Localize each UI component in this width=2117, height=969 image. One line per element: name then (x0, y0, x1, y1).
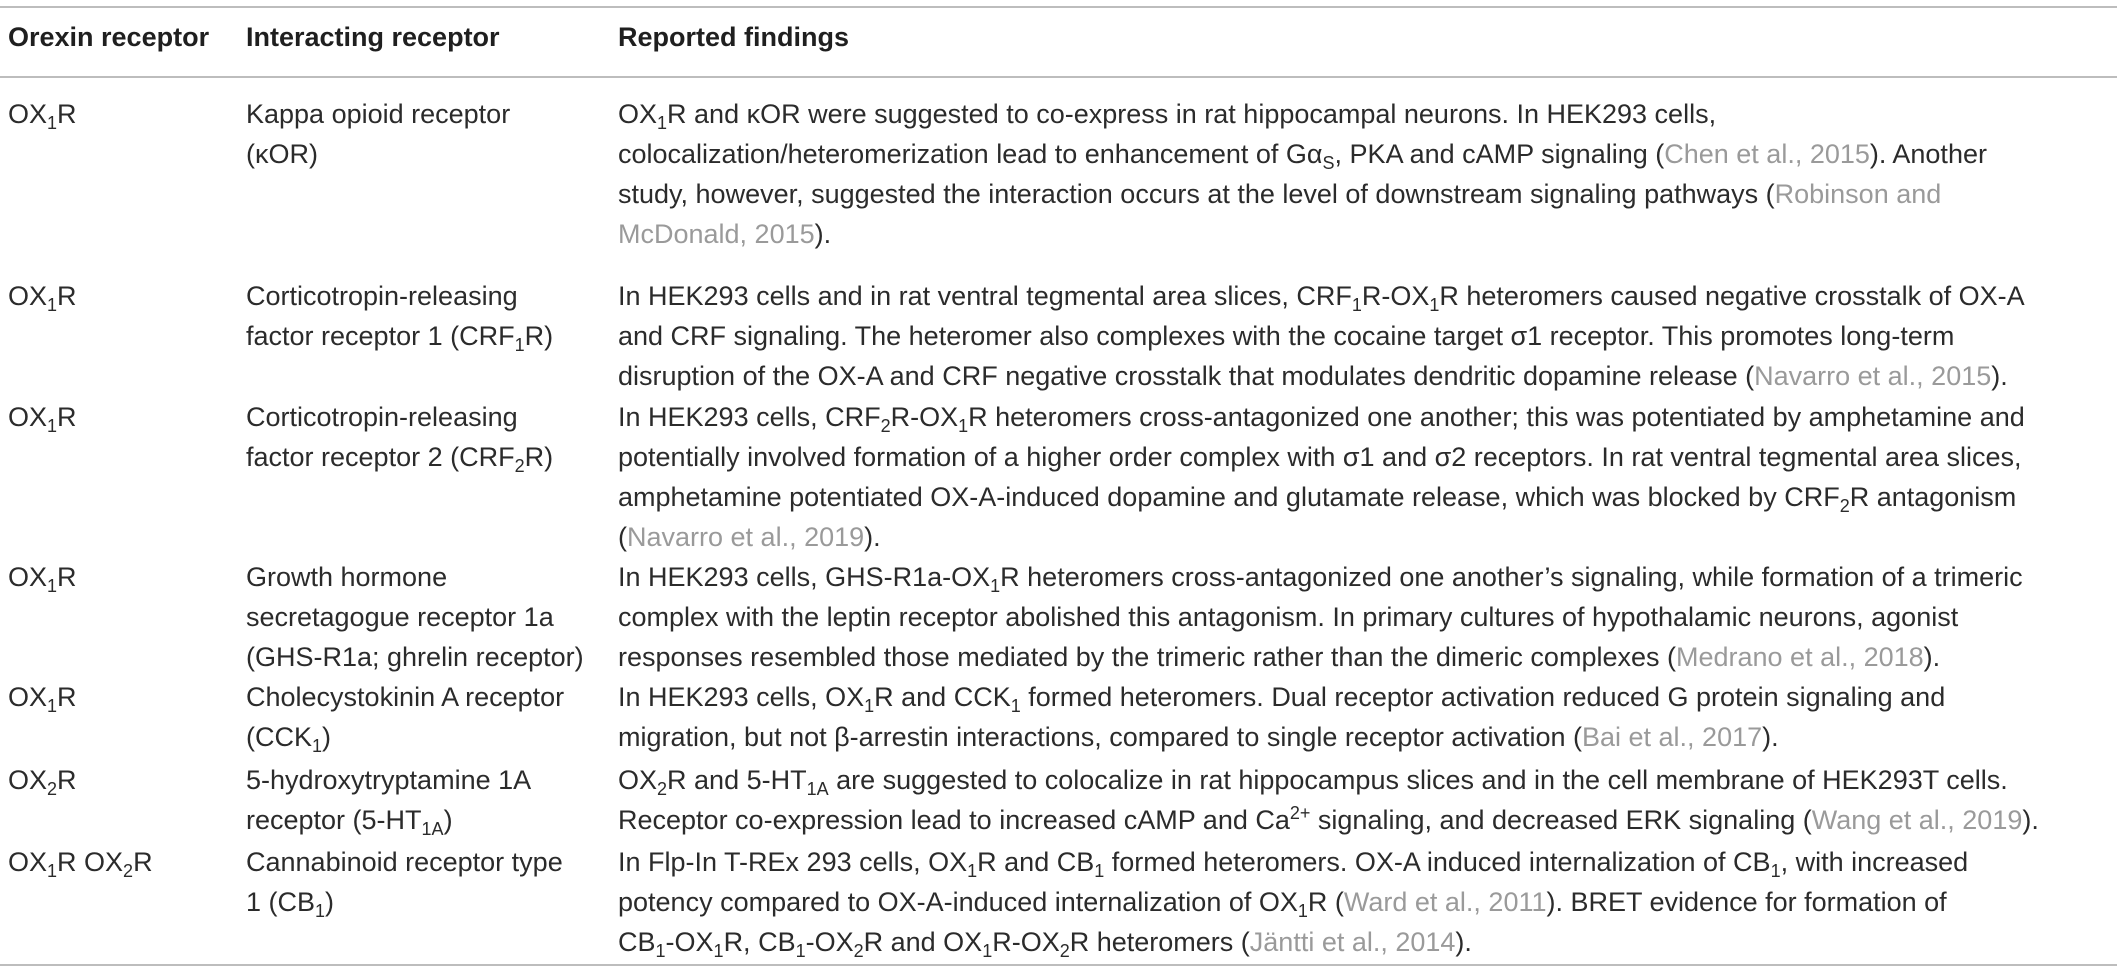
text-line (618, 637, 2113, 677)
text-run: R heteromers cross-antagonized one another’s signaling, while formation of a trimeric (1000, 562, 2023, 592)
text-line (618, 842, 2113, 882)
text-line (618, 517, 2113, 557)
text-line (618, 477, 2113, 517)
text-run: R (57, 765, 77, 795)
subscript: 1 (47, 576, 58, 596)
text-run: R and OX (863, 927, 983, 957)
text-run: R) (524, 321, 554, 351)
text-run: ). (1455, 927, 1472, 957)
text-run: study, however, suggested the interaction occurs at the level of downstream signaling pathways ( (618, 179, 1775, 209)
text-line (246, 276, 611, 316)
text-run: OX (8, 765, 48, 795)
text-run: potency compared to OX-A-induced internalization of OX (618, 887, 1298, 917)
subscript: 1 (1094, 861, 1105, 881)
subscript: 1 (315, 901, 326, 921)
text-run: colocalization/heteromerization lead to enhancement of Gα (618, 139, 1323, 169)
text-run: ) (322, 722, 332, 752)
text-run: R heteromers cross-antagonized one another; this was potentiated by amphetamine and (968, 402, 2025, 432)
text-line (246, 760, 611, 800)
text-line (246, 882, 611, 922)
subscript: 1 (47, 416, 58, 436)
text-line (618, 276, 2113, 316)
cell-reported-findings (618, 677, 2113, 757)
cell-interacting-receptor (246, 276, 611, 356)
cell-interacting-receptor (246, 677, 611, 757)
cell-orexin-receptor (8, 842, 238, 882)
text-run: OX (8, 99, 48, 129)
subscript: 1 (47, 295, 58, 315)
text-run: amphetamine potentiated OX-A-induced dopamine and glutamate release, which was blocked by CRF (618, 482, 1840, 512)
text-line (618, 800, 2113, 840)
text-run: R antagonism (1849, 482, 2017, 512)
cell-reported-findings (618, 557, 2113, 677)
text-run: Corticotropin-releasing (246, 402, 518, 432)
text-line (618, 94, 2113, 134)
header-reported-findings: Reported findings (618, 22, 849, 52)
text-line (618, 882, 2113, 922)
subscript: 1 (864, 696, 875, 716)
text-run: In HEK293 cells, CRF (618, 402, 881, 432)
text-line (618, 316, 2113, 356)
citation-link[interactable]: Chen et al., 2015 (1664, 139, 1870, 169)
table-header-rule (0, 76, 2117, 78)
text-run: Cannabinoid receptor type (246, 847, 563, 877)
text-run: R heteromers ( (1069, 927, 1250, 957)
text-run: responses resembled those mediated by the trimeric rather than the dimeric complexes ( (618, 642, 1676, 672)
text-run: Kappa opioid receptor (246, 99, 511, 129)
subscript: 2 (657, 779, 668, 799)
table-top-rule (0, 6, 2117, 8)
subscript: 1 (655, 941, 666, 961)
table-bottom-rule (0, 964, 2117, 966)
text-run: R and 5-HT (667, 765, 807, 795)
text-line (618, 174, 2113, 214)
header-interacting-receptor: Interacting receptor (246, 22, 500, 52)
text-run: 5-hydroxytryptamine 1A (246, 765, 532, 795)
text-run: secretagogue receptor 1a (246, 602, 554, 632)
cell-orexin-receptor (8, 94, 238, 134)
text-run: are suggested to colocalize in rat hippocampus slices and in the cell membrane of HEK293T cells. (828, 765, 2008, 795)
text-run: R ( (1307, 887, 1344, 917)
cell-orexin-receptor (8, 557, 238, 597)
subscript: 1 (795, 941, 806, 961)
text-run: factor receptor 1 (CRF (246, 321, 515, 351)
text-line (246, 800, 611, 840)
header-orexin-receptor: Orexin receptor (8, 22, 210, 52)
cell-orexin-receptor (8, 276, 238, 316)
text-run: (CCK (246, 722, 312, 752)
text-line (618, 717, 2113, 757)
subscript: 2 (1839, 496, 1850, 516)
text-run: ). BRET evidence for formation of (1546, 887, 1947, 917)
text-line (246, 94, 611, 134)
subscript: S (1322, 153, 1335, 173)
text-line (618, 214, 2113, 254)
cell-reported-findings (618, 842, 2113, 962)
text-run: receptor (5-HT (246, 805, 422, 835)
text-line (618, 134, 2113, 174)
subscript: 2 (1059, 941, 1070, 961)
subscript: 1 (312, 736, 323, 756)
text-line (246, 437, 611, 477)
text-run: OX (8, 562, 48, 592)
text-run: ). (1923, 642, 1941, 672)
subscript: 1 (47, 861, 58, 881)
citation-link[interactable]: Robinson and (1774, 179, 1942, 209)
citation-link[interactable]: Bai et al., 2017 (1581, 722, 1763, 752)
text-run: signaling, and decreased ERK signaling ( (1310, 805, 1812, 835)
superscript: 2+ (1289, 803, 1311, 823)
text-run: OX (8, 281, 48, 311)
text-run: and CRF signaling. The heteromer also complexes with the cocaine target σ1 receptor. This promotes long-term (618, 321, 1955, 351)
citation-link[interactable]: Medrano et al., 2018 (1675, 642, 1924, 672)
text-run: ). (864, 522, 881, 552)
text-run: ) (443, 805, 453, 835)
text-run: factor receptor 2 (CRF (246, 442, 515, 472)
cell-interacting-receptor (246, 760, 611, 840)
text-run: R heteromers caused negative crosstalk of OX-A (1439, 281, 2025, 311)
cell-reported-findings (618, 94, 2113, 254)
subscript: 1 (1297, 901, 1308, 921)
text-line (246, 842, 611, 882)
cell-reported-findings (618, 276, 2113, 396)
citation-link[interactable]: Navarro et al., 2015 (1754, 361, 1992, 391)
subscript: 1 (1429, 295, 1440, 315)
text-run: formed heteromers. Dual receptor activation reduced G protein signaling and (1020, 682, 1946, 712)
text-line (618, 557, 2113, 597)
subscript: 1 (982, 941, 993, 961)
text-line (246, 557, 611, 597)
subscript: 1 (958, 416, 969, 436)
citation-link[interactable]: Wang et al., 2019 (1811, 805, 2023, 835)
subscript: 1 (967, 861, 978, 881)
text-run: R, CB (723, 927, 796, 957)
text-line (618, 397, 2113, 437)
subscript: 1A (421, 819, 444, 839)
text-line (246, 677, 611, 717)
text-run: complex with the leptin receptor abolished this antagonism. In primary cultures of hypothalamic neurons, agonist (618, 602, 1959, 632)
text-run: Receptor co-expression lead to increased cAMP and Ca (618, 805, 1290, 835)
subscript: 1 (47, 696, 58, 716)
text-run: R (57, 682, 77, 712)
text-run: Corticotropin-releasing (246, 281, 518, 311)
cell-reported-findings (618, 760, 2113, 840)
subscript: 1 (1010, 696, 1021, 716)
text-line (618, 437, 2113, 477)
text-run: R OX (57, 847, 124, 877)
text-run: CB (618, 927, 656, 957)
text-run: ). (1762, 722, 1779, 752)
text-run: ( (618, 522, 627, 552)
text-line (618, 922, 2113, 962)
subscript: 1 (1770, 861, 1781, 881)
subscript: 1 (990, 576, 1001, 596)
text-run: , PKA and cAMP signaling ( (1334, 139, 1665, 169)
text-run: R and CCK (874, 682, 1011, 712)
subscript: 2 (880, 416, 891, 436)
text-run: R (57, 99, 77, 129)
text-run: migration, but not β-arrestin interactions, compared to single receptor activation ( (618, 722, 1582, 752)
text-run: ). (814, 219, 832, 249)
subscript: 1 (1351, 295, 1362, 315)
text-run: (GHS-R1a; ghrelin receptor) (246, 642, 584, 672)
subscript: 1 (713, 941, 724, 961)
text-line (246, 397, 611, 437)
text-run: OX (8, 682, 48, 712)
text-line (618, 760, 2113, 800)
text-line (246, 717, 611, 757)
text-run: In HEK293 cells and in rat ventral tegmental area slices, CRF (618, 281, 1352, 311)
cell-orexin-receptor (8, 397, 238, 437)
text-run: R and CB (977, 847, 1095, 877)
cell-reported-findings (618, 397, 2113, 557)
text-run: R-OX (1361, 281, 1430, 311)
cell-orexin-receptor (8, 760, 238, 800)
text-run: R-OX (992, 927, 1060, 957)
cell-interacting-receptor (246, 397, 611, 477)
subscript: 2 (514, 456, 525, 476)
subscript: 2 (123, 861, 134, 881)
subscript: 1 (47, 113, 58, 133)
citation-link[interactable]: Jäntti et al., 2014 (1249, 927, 1456, 957)
text-run: -OX (805, 927, 854, 957)
cell-orexin-receptor (8, 677, 238, 717)
text-run: OX (618, 99, 658, 129)
subscript: 1A (806, 779, 829, 799)
subscript: 2 (853, 941, 864, 961)
text-run: In Flp-In T-REx 293 cells, OX (618, 847, 968, 877)
citation-link[interactable]: McDonald, 2015 (618, 219, 815, 249)
text-line (246, 134, 611, 174)
text-run: R (57, 402, 77, 432)
text-run: OX (8, 847, 48, 877)
text-run: OX (618, 765, 658, 795)
text-run: -OX (665, 927, 714, 957)
text-line (618, 597, 2113, 637)
text-run: R-OX (890, 402, 959, 432)
cell-interacting-receptor (246, 94, 611, 174)
text-run: R (57, 562, 77, 592)
text-run: , with increased (1780, 847, 1969, 877)
text-run: In HEK293 cells, GHS-R1a-OX (618, 562, 991, 592)
text-line (618, 677, 2113, 717)
text-run: Cholecystokinin A receptor (246, 682, 565, 712)
text-line (246, 637, 611, 677)
text-run: R and κOR were suggested to co-express in rat hippocampal neurons. In HEK293 cells, (667, 99, 1717, 129)
text-run: R) (524, 442, 554, 472)
text-run: ). (1991, 361, 2008, 391)
text-run: In HEK293 cells, OX (618, 682, 865, 712)
text-line (618, 356, 2113, 396)
cell-interacting-receptor (246, 842, 611, 922)
text-line (246, 597, 611, 637)
text-run: Growth hormone (246, 562, 448, 592)
text-run: OX (8, 402, 48, 432)
text-run: disruption of the OX-A and CRF negative crosstalk that modulates dendritic dopamine release ( (618, 361, 1755, 391)
text-run: ) (325, 887, 335, 917)
text-run: potentially involved formation of a higher order complex with σ1 and σ2 receptors. In rat ventral tegmental area slices, (618, 442, 2022, 472)
text-run: ). Another (1869, 139, 1987, 169)
text-run: ). (2022, 805, 2039, 835)
citation-link[interactable]: Navarro et al., 2019 (627, 522, 865, 552)
citation-link[interactable]: Ward et al., 2011 (1343, 887, 1547, 917)
cell-interacting-receptor (246, 557, 611, 677)
subscript: 1 (514, 335, 525, 355)
text-run: formed heteromers. OX-A induced internalization of CB (1104, 847, 1771, 877)
text-run: (κOR) (246, 139, 318, 169)
text-run: R (133, 847, 153, 877)
subscript: 1 (657, 113, 668, 133)
subscript: 2 (47, 779, 58, 799)
text-run: R (57, 281, 77, 311)
text-line (246, 316, 611, 356)
text-run: 1 (CB (246, 887, 316, 917)
